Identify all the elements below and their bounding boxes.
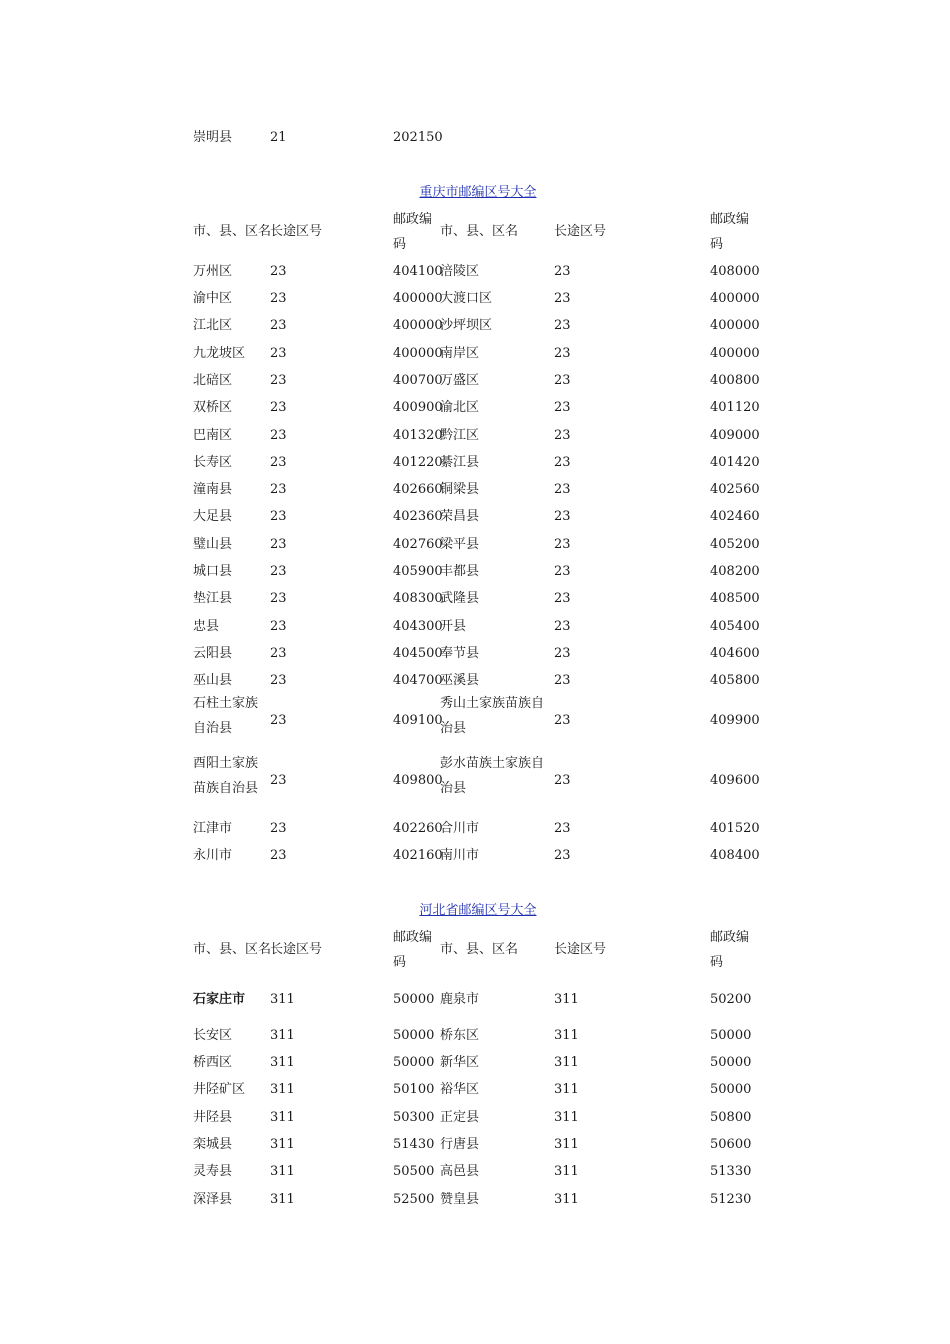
- postal-code: 405800: [710, 673, 760, 688]
- place-name: 璧山县: [193, 537, 233, 552]
- place-name: 垫江县: [193, 591, 233, 606]
- postal-code: 50200: [710, 992, 752, 1007]
- table-row: [193, 394, 763, 421]
- postal-code: 50300: [393, 1110, 435, 1125]
- area-code: 23: [270, 400, 287, 415]
- postal-code: 202150: [393, 130, 443, 145]
- postal-code: 404600: [710, 646, 760, 661]
- area-code: 311: [554, 1082, 579, 1097]
- postal-code: 404500: [393, 646, 443, 661]
- area-code: 23: [554, 318, 571, 333]
- area-code: 23: [554, 591, 571, 606]
- place-name: 栾城县: [193, 1137, 233, 1152]
- table-row: [193, 1158, 763, 1185]
- table-row: [193, 1104, 763, 1131]
- place-name: 荣昌县: [440, 509, 480, 524]
- area-code: 311: [270, 992, 295, 1007]
- area-code: 311: [270, 1164, 295, 1179]
- place-name: 江津市: [193, 821, 233, 836]
- area-code: 23: [270, 428, 287, 443]
- postal-code: 400800: [710, 373, 760, 388]
- area-code: 23: [270, 591, 287, 606]
- section-title-chongqing[interactable]: 重庆市邮编区号大全: [419, 185, 537, 200]
- area-code: 23: [270, 619, 287, 634]
- area-code: 23: [270, 509, 287, 524]
- area-code: 311: [554, 1110, 579, 1125]
- place-name: 合川市: [440, 821, 480, 836]
- area-code: 23: [270, 713, 287, 728]
- postal-code: 409100: [393, 713, 443, 728]
- place-name: 行唐县: [440, 1137, 480, 1152]
- postal-code: 401420: [710, 455, 760, 470]
- table-row: [193, 422, 763, 449]
- place-name: 高邑县: [440, 1164, 480, 1179]
- postal-code: 404700: [393, 673, 443, 688]
- area-code: 23: [270, 646, 287, 661]
- table-row: [193, 1076, 763, 1103]
- area-code: 23: [554, 713, 571, 728]
- area-code: 23: [554, 848, 571, 863]
- postal-code: 405900: [393, 564, 443, 579]
- postal-code: 400000: [710, 346, 760, 361]
- postal-code: 402360: [393, 509, 443, 524]
- place-name: 南岸区: [440, 346, 480, 361]
- postal-code: 409800: [393, 773, 443, 788]
- table-row: [193, 1131, 763, 1158]
- place-name: 赞皇县: [440, 1192, 480, 1207]
- area-code: 23: [554, 646, 571, 661]
- place-name: 永川市: [193, 848, 233, 863]
- place-name: 万盛区: [440, 373, 480, 388]
- place-name: 铜梁县: [440, 482, 480, 497]
- place-name: 井陉矿区: [193, 1082, 246, 1097]
- table-header: [193, 925, 763, 975]
- area-code: 23: [270, 373, 287, 388]
- table-row: [193, 986, 763, 1013]
- postal-code: 50000: [710, 1028, 752, 1043]
- postal-code: 52500: [393, 1192, 435, 1207]
- place-name: 秀山土家族苗族自治县: [440, 696, 545, 736]
- area-code: 23: [554, 373, 571, 388]
- area-code: 23: [270, 537, 287, 552]
- table-row: [193, 842, 763, 869]
- place-name: 綦江县: [440, 455, 480, 470]
- area-code: 311: [554, 1164, 579, 1179]
- place-name: 长安区: [193, 1028, 233, 1043]
- place-name: 万州区: [193, 264, 233, 279]
- postal-code: 401520: [710, 821, 760, 836]
- place-name: 新华区: [440, 1055, 480, 1070]
- place-name: 井陉县: [193, 1110, 233, 1125]
- postal-code: 409600: [710, 773, 760, 788]
- area-code: 311: [554, 1192, 579, 1207]
- header-area: 长途区号: [554, 942, 607, 957]
- postal-code: 400000: [710, 291, 760, 306]
- place-name: 桥东区: [440, 1028, 480, 1043]
- area-code: 311: [554, 1028, 579, 1043]
- postal-code: 51230: [710, 1192, 752, 1207]
- postal-code: 50000: [710, 1055, 752, 1070]
- place-name: 双桥区: [193, 400, 233, 415]
- area-code: 23: [554, 346, 571, 361]
- place-name: 灵寿县: [193, 1164, 233, 1179]
- place-name: 长寿区: [193, 455, 233, 470]
- table-row: [193, 476, 763, 503]
- postal-code: 402160: [393, 848, 443, 863]
- header-area: 长途区号: [270, 224, 323, 239]
- place-name: 武隆县: [440, 591, 480, 606]
- table-row: [193, 340, 763, 367]
- header-name: 市、县、区名: [440, 224, 519, 239]
- place-name: 裕华区: [440, 1082, 480, 1097]
- table-row: [193, 585, 763, 612]
- postal-code: 401320: [393, 428, 443, 443]
- area-code: 311: [270, 1110, 295, 1125]
- place-name: 鹿泉市: [440, 992, 480, 1007]
- table-row: [193, 1186, 763, 1213]
- postal-code: 408000: [710, 264, 760, 279]
- area-code: 21: [270, 130, 287, 145]
- place-name: 崇明县: [193, 130, 233, 145]
- area-code: 23: [270, 773, 287, 788]
- area-code: 23: [554, 291, 571, 306]
- area-code: 23: [554, 537, 571, 552]
- postal-code: 50800: [710, 1110, 752, 1125]
- area-code: 23: [270, 848, 287, 863]
- place-name: 奉节县: [440, 646, 480, 661]
- table-row: [193, 285, 763, 312]
- postal-code: 50500: [393, 1164, 435, 1179]
- place-name: 渝北区: [440, 400, 480, 415]
- place-name: 沙坪坝区: [440, 318, 493, 333]
- place-name: 正定县: [440, 1110, 480, 1125]
- area-code: 23: [554, 428, 571, 443]
- postal-code: 404100: [393, 264, 443, 279]
- area-code: 311: [554, 1137, 579, 1152]
- area-code: 23: [554, 564, 571, 579]
- table-row: [193, 1049, 763, 1076]
- table-row: [193, 691, 763, 751]
- place-name: 桥西区: [193, 1055, 233, 1070]
- place-name: 涪陵区: [440, 264, 480, 279]
- area-code: 311: [270, 1055, 295, 1070]
- postal-code: 408200: [710, 564, 760, 579]
- area-code: 23: [554, 619, 571, 634]
- postal-code: 50000: [393, 992, 435, 1007]
- table-header: [193, 207, 763, 257]
- table-row: [193, 751, 763, 811]
- area-code: 311: [270, 1028, 295, 1043]
- table-row: [193, 558, 763, 585]
- postal-code: 401220: [393, 455, 443, 470]
- place-name: 黔江区: [440, 428, 480, 443]
- area-code: 23: [270, 318, 287, 333]
- postal-code: 400000: [393, 318, 443, 333]
- table-row: [193, 640, 763, 667]
- table-row: [193, 258, 763, 285]
- table-row: [193, 815, 763, 842]
- place-name: 潼南县: [193, 482, 233, 497]
- postal-code: 402660: [393, 482, 443, 497]
- place-name: 九龙坡区: [193, 346, 246, 361]
- place-name: 深泽县: [193, 1192, 233, 1207]
- postal-code: 50000: [393, 1055, 435, 1070]
- table-row: [193, 367, 763, 394]
- place-name: 石柱土家族自治县: [193, 696, 259, 736]
- postal-code: 400000: [710, 318, 760, 333]
- place-name: 酉阳土家族苗族自治县: [193, 756, 259, 796]
- table-row: [193, 613, 763, 640]
- place-name: 巫山县: [193, 673, 233, 688]
- header-postal: 邮政编码: [393, 212, 433, 252]
- postal-code: 408400: [710, 848, 760, 863]
- area-code: 23: [270, 482, 287, 497]
- area-code: 23: [554, 773, 571, 788]
- table-row: [193, 531, 763, 558]
- area-code: 23: [270, 673, 287, 688]
- area-code: 311: [270, 1082, 295, 1097]
- table-row: [193, 667, 763, 694]
- postal-code: 405200: [710, 537, 760, 552]
- table-row: [193, 1022, 763, 1049]
- place-name: 江北区: [193, 318, 233, 333]
- postal-code: 400000: [393, 346, 443, 361]
- area-code: 23: [554, 821, 571, 836]
- place-name: 北碚区: [193, 373, 233, 388]
- postal-code: 400000: [393, 291, 443, 306]
- place-name: 大渡口区: [440, 291, 493, 306]
- table-row: [193, 312, 763, 339]
- postal-code: 50100: [393, 1082, 435, 1097]
- area-code: 311: [554, 992, 579, 1007]
- place-name: 石家庄市: [193, 992, 246, 1007]
- area-code: 23: [270, 564, 287, 579]
- postal-code: 401120: [710, 400, 760, 415]
- postal-code: 402760: [393, 537, 443, 552]
- table-row: [193, 124, 763, 151]
- area-code: 23: [270, 264, 287, 279]
- section-title-hebei[interactable]: 河北省邮编区号大全: [419, 903, 537, 918]
- place-name: 忠县: [193, 619, 220, 634]
- area-code: 23: [270, 346, 287, 361]
- area-code: 23: [554, 673, 571, 688]
- postal-code: 400900: [393, 400, 443, 415]
- place-name: 大足县: [193, 509, 233, 524]
- postal-code: 405400: [710, 619, 760, 634]
- place-name: 城口县: [193, 564, 233, 579]
- header-postal: 邮政编码: [710, 212, 750, 252]
- header-postal: 邮政编码: [710, 930, 750, 970]
- area-code: 23: [554, 400, 571, 415]
- postal-code: 408300: [393, 591, 443, 606]
- postal-code: 51430: [393, 1137, 435, 1152]
- postal-code: 402560: [710, 482, 760, 497]
- area-code: 23: [270, 821, 287, 836]
- area-code: 311: [554, 1055, 579, 1070]
- area-code: 23: [554, 482, 571, 497]
- area-code: 23: [554, 455, 571, 470]
- header-area: 长途区号: [270, 942, 323, 957]
- header-name: 市、县、区名: [440, 942, 519, 957]
- place-name: 丰都县: [440, 564, 480, 579]
- postal-code: 409900: [710, 713, 760, 728]
- header-postal: 邮政编码: [393, 930, 433, 970]
- postal-code: 50000: [393, 1028, 435, 1043]
- place-name: 开县: [440, 619, 467, 634]
- area-code: 23: [554, 264, 571, 279]
- postal-code: 51330: [710, 1164, 752, 1179]
- postal-code: 409000: [710, 428, 760, 443]
- area-code: 311: [270, 1137, 295, 1152]
- postal-code: 50600: [710, 1137, 752, 1152]
- area-code: 311: [270, 1192, 295, 1207]
- area-code: 23: [554, 509, 571, 524]
- header-name: 市、县、区名: [193, 224, 272, 239]
- place-name: 巫溪县: [440, 673, 480, 688]
- header-name: 市、县、区名: [193, 942, 272, 957]
- place-name: 巴南区: [193, 428, 233, 443]
- table-row: [193, 449, 763, 476]
- area-code: 23: [270, 455, 287, 470]
- place-name: 云阳县: [193, 646, 233, 661]
- postal-code: 408500: [710, 591, 760, 606]
- postal-code: 402260: [393, 821, 443, 836]
- place-name: 渝中区: [193, 291, 233, 306]
- postal-code: 50000: [710, 1082, 752, 1097]
- postal-code: 400700: [393, 373, 443, 388]
- postal-code: 402460: [710, 509, 760, 524]
- place-name: 南川市: [440, 848, 480, 863]
- postal-code: 404300: [393, 619, 443, 634]
- place-name: 梁平县: [440, 537, 480, 552]
- area-code: 23: [270, 291, 287, 306]
- place-name: 彭水苗族土家族自治县: [440, 756, 545, 796]
- table-row: [193, 503, 763, 530]
- header-area: 长途区号: [554, 224, 607, 239]
